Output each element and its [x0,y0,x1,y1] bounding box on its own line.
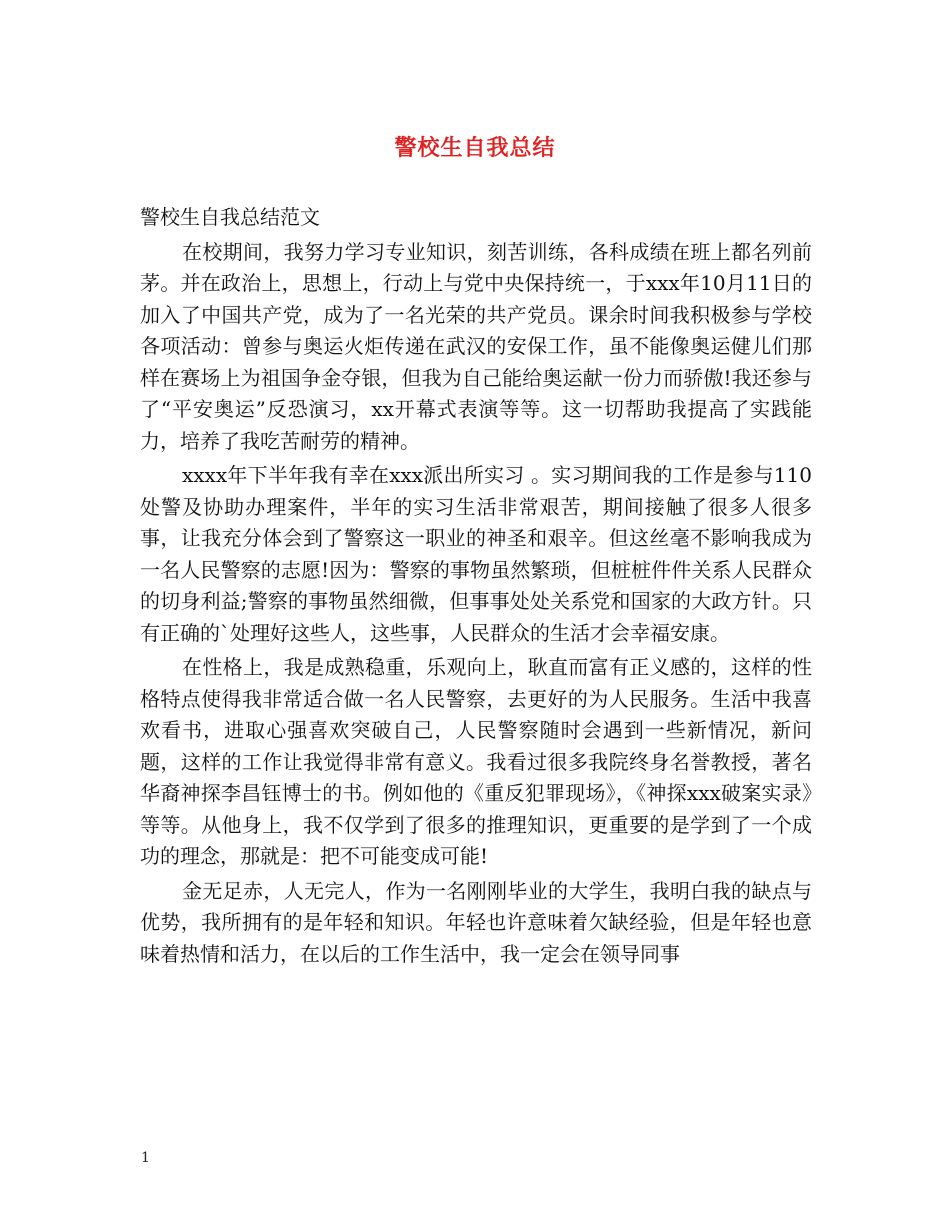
document-subtitle: 警校生自我总结范文 [140,205,320,229]
paragraph-1: 在校期间，我努力学习专业知识，刻苦训练，各科成绩在班上都名列前茅。并在政治上，思想上，行动上与党中央保持统一，于xxx年10月11日的加入了中国共产党，成为了一名光荣的共产党员。课余时间我积极参与学校各项活动：曾参与奥运火炬传递在武汉的安保工作，虽不能像奥运健儿们那样在赛场上为祖国争金夺银，但我为自己能给奥运献一份力而骄傲!我还参与了“平安奥运”反恐演习，xx开幕式表演等等。这一切帮助我提高了实践能力，培养了我吃苦耐劳的精神。 [140,239,812,453]
paragraph-3: 在性格上，我是成熟稳重，乐观向上，耿直而富有正义感的，这样的性格特点使得我非常适合做一名人民警察，去更好的为人民服务。生活中我喜欢看书，进取心强喜欢突破自己，人民警察随时会遇到一些新情况，新问题，这样的工作让我觉得非常有意义。我看过很多我院终身名誉教授，著名华裔神探李昌钰博士的书。例如他的《重反犯罪现场》，《神探xxx破案实录》等等。从他身上，我不仅学到了很多的推理知识，更重要的是学到了一个成功的理念，那就是：把不可能变成可能! [140,655,812,868]
paragraph-4: 金无足赤，人无完人，作为一名刚刚毕业的大学生，我明白我的缺点与优势，我所拥有的是年轻和知识。年轻也许意味着欠缺经验，但是年轻也意味着热情和活力，在以后的工作生活中，我一定会在领导同事 [140,878,812,966]
paragraph-2: xxxx年下半年我有幸在xxx派出所实习 。实习期间我的工作是参与110处警及协助办理案件，半年的实习生活非常艰苦，期间接触了很多人很多事，让我充分体会到了警察这一职业的神圣和艰辛。但这丝毫不影响我成为一名人民警察的志愿!因为：警察的事物虽然繁琐，但桩桩件件关系人民群众的切身利益;警察的事物虽然细微，但事事处处关系党和国家的大政方针。只有正确的`处理好这些人，这些事，人民群众的生活才会幸福安康。 [140,463,812,645]
page-number: 1 [141,1150,150,1166]
document-title: 警校生自我总结 [394,135,556,161]
document-body [140,202,812,970]
